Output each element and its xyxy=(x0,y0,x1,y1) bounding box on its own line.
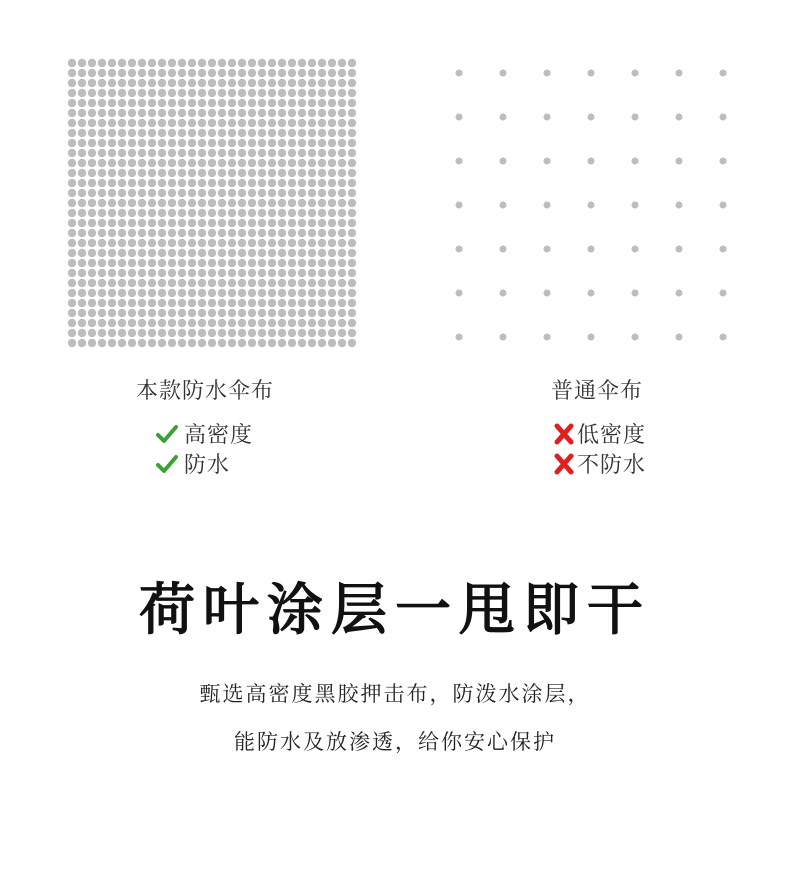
check-icon xyxy=(156,453,178,475)
description-line-2: 能防水及放渗透，给你安心保护 xyxy=(234,730,556,754)
left-feature-high-density xyxy=(156,418,253,449)
headline: 荷叶涂层一甩即干 xyxy=(139,578,651,643)
feature-label: 不防水 xyxy=(577,453,647,478)
feature-label: 防水 xyxy=(184,453,231,478)
left-fabric-title: 本款防水伞布 xyxy=(136,379,275,404)
description-line-1: 甄选高密度黑胶押击布，防泼水涂层， xyxy=(199,682,591,706)
cross-icon xyxy=(553,453,575,475)
check-icon xyxy=(156,423,178,445)
feature-label: 高密度 xyxy=(184,423,254,448)
right-feature-low-density xyxy=(553,418,646,449)
cross-icon xyxy=(553,423,575,445)
right-fabric-title: 普通伞布 xyxy=(551,379,644,404)
feature-label: 低密度 xyxy=(577,423,647,448)
right-feature-not-waterproof xyxy=(553,448,646,479)
dense-fabric-dot-grid xyxy=(67,58,357,348)
sparse-fabric-dot-grid xyxy=(448,62,730,344)
left-feature-waterproof xyxy=(156,448,230,479)
